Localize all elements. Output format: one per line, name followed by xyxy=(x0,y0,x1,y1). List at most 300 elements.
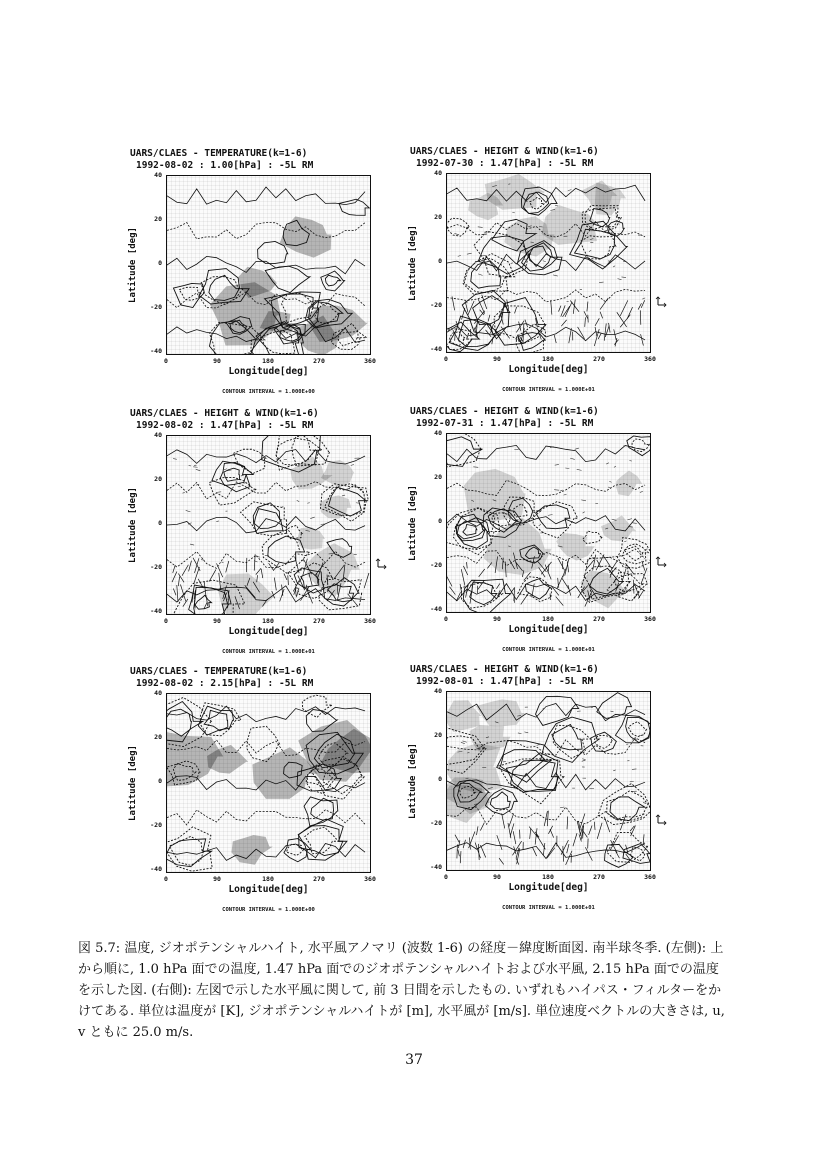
contour-line xyxy=(511,760,559,792)
y-tick-label: -20 xyxy=(150,303,162,311)
wind-vector xyxy=(555,205,558,206)
wind-vector xyxy=(543,261,546,262)
wind-vector xyxy=(204,581,206,596)
wind-vector xyxy=(620,300,628,316)
wind-vector xyxy=(584,311,588,319)
x-tick-label: 270 xyxy=(313,357,325,365)
wind-vector xyxy=(480,823,484,831)
x-axis-label: Longitude[deg] xyxy=(228,366,309,377)
contour-line xyxy=(224,468,240,481)
wind-vector xyxy=(556,597,564,606)
contour-line xyxy=(167,222,365,238)
x-tick-label: 180 xyxy=(262,617,274,625)
wind-vector xyxy=(616,851,620,858)
wind-vector xyxy=(581,500,586,501)
wind-vector xyxy=(492,337,493,344)
x-tick-label: 360 xyxy=(364,357,376,365)
wind-vector xyxy=(447,574,452,586)
y-tick-label: 20 xyxy=(434,213,442,221)
wind-vector xyxy=(475,843,480,859)
shaded-region xyxy=(476,699,525,726)
wind-vector xyxy=(567,817,568,830)
contour-line xyxy=(311,798,334,820)
unit-vector-icon xyxy=(655,296,667,310)
wind-vector xyxy=(455,835,459,843)
wind-vector xyxy=(577,469,582,470)
wind-vector xyxy=(288,575,289,585)
contour-interval-note: CONTOUR INTERVAL = 1.000E+01 xyxy=(222,649,315,655)
x-tick-label: 90 xyxy=(213,875,221,883)
wind-vector xyxy=(533,847,537,856)
contour-plot xyxy=(166,175,371,355)
contour-line xyxy=(598,784,650,825)
panel-title xyxy=(410,664,660,688)
wind-vector xyxy=(553,275,558,276)
contour-interval-note: CONTOUR INTERVAL = 1.000E+01 xyxy=(502,905,595,911)
wind-vector xyxy=(554,335,556,343)
contour-line xyxy=(607,832,648,862)
x-tick-label: 360 xyxy=(644,355,656,363)
wind-vector xyxy=(209,570,216,582)
y-tick-label: 0 xyxy=(438,517,442,525)
shaded-region xyxy=(469,725,510,751)
wind-vector xyxy=(460,851,461,863)
wind-vector xyxy=(613,770,615,771)
wind-vector xyxy=(512,212,514,213)
y-tick-label: -20 xyxy=(430,301,442,309)
wind-vector xyxy=(550,829,554,838)
contour-interval-note: CONTOUR INTERVAL = 1.000E+00 xyxy=(222,907,315,913)
wind-vector xyxy=(518,733,522,734)
panel-title xyxy=(410,146,660,170)
x-tick-label: 90 xyxy=(213,617,221,625)
wind-vector xyxy=(544,811,547,826)
wind-vector xyxy=(585,847,592,860)
x-tick-label: 180 xyxy=(262,875,274,883)
wind-vector xyxy=(209,481,213,482)
contour-line xyxy=(632,439,650,452)
wind-vector xyxy=(310,517,314,518)
contour-field xyxy=(447,174,650,352)
y-tick-label: 20 xyxy=(154,215,162,223)
y-tick-label: 40 xyxy=(434,687,442,695)
contour-line xyxy=(470,582,497,605)
contour-line xyxy=(506,753,558,792)
y-tick-label: 20 xyxy=(434,731,442,739)
x-tick-label: 270 xyxy=(593,615,605,623)
x-axis-label: Longitude[deg] xyxy=(508,624,589,635)
wind-vector xyxy=(629,461,631,462)
panel-title xyxy=(130,666,380,690)
contour-line xyxy=(169,836,203,865)
wind-vector xyxy=(613,266,615,267)
wind-vector xyxy=(628,519,632,520)
unit-vector-icon xyxy=(375,558,387,572)
y-tick-label: -20 xyxy=(430,561,442,569)
contour-interval-note: CONTOUR INTERVAL = 1.000E+00 xyxy=(222,389,315,395)
wind-vector xyxy=(513,831,516,844)
wind-vector xyxy=(497,835,502,850)
contour-plot xyxy=(446,691,651,871)
wind-vector xyxy=(560,807,564,808)
y-tick-label: 40 xyxy=(154,171,162,179)
contour-line xyxy=(518,333,545,351)
wind-vector xyxy=(565,302,572,317)
y-tick-label: 0 xyxy=(158,777,162,785)
contour-plot xyxy=(446,173,651,353)
wind-vector xyxy=(172,571,177,582)
wind-vector xyxy=(587,302,588,312)
wind-vector xyxy=(216,521,219,522)
wind-vector xyxy=(525,320,528,328)
wind-vector xyxy=(561,840,568,855)
x-tick-label: 0 xyxy=(164,875,168,883)
panel-title-line1: UARS/CLAES - HEIGHT & WIND(k=1-6) xyxy=(130,408,319,419)
panel-right-2 xyxy=(410,406,660,668)
contour-line xyxy=(447,843,645,859)
shaded-region xyxy=(601,515,636,541)
wind-vector xyxy=(496,584,499,589)
wind-vector xyxy=(190,544,194,545)
wind-vector xyxy=(456,592,460,601)
shaded-region xyxy=(616,470,642,496)
contour-line xyxy=(339,199,369,215)
wind-vector xyxy=(583,512,585,513)
wind-vector xyxy=(477,826,478,835)
wind-vector xyxy=(621,277,626,278)
contour-interval-note: CONTOUR INTERVAL = 1.000E+01 xyxy=(502,647,595,653)
wind-vector xyxy=(530,828,531,839)
wind-vector xyxy=(567,844,569,853)
contour-line xyxy=(536,505,570,529)
contour-line xyxy=(628,722,646,737)
panel-title-line1: UARS/CLAES - TEMPERATURE(k=1-6) xyxy=(130,148,308,159)
wind-vector xyxy=(261,569,263,578)
y-axis-label: Latitude [deg] xyxy=(408,743,418,819)
wind-vector xyxy=(342,495,345,496)
wind-vector xyxy=(297,500,299,501)
y-tick-label: 20 xyxy=(154,733,162,741)
contour-line xyxy=(302,695,332,717)
wind-vector xyxy=(173,588,176,595)
wind-vector xyxy=(563,846,564,862)
wind-vector xyxy=(643,802,646,803)
y-tick-label: 40 xyxy=(434,429,442,437)
x-axis-label: Longitude[deg] xyxy=(228,626,309,637)
x-tick-label: 180 xyxy=(542,873,554,881)
x-tick-label: 360 xyxy=(644,615,656,623)
contour-line xyxy=(447,254,645,271)
page-number: 37 xyxy=(405,1052,423,1068)
y-tick-label: -40 xyxy=(430,605,442,613)
wind-vector xyxy=(525,331,531,339)
y-axis-label: Latitude [deg] xyxy=(128,487,138,563)
wind-vector xyxy=(467,253,472,254)
wind-vector xyxy=(548,514,553,515)
wind-vector xyxy=(625,563,634,574)
wind-vector xyxy=(640,491,643,492)
wind-vector xyxy=(217,563,223,577)
wind-vector xyxy=(516,321,524,333)
x-axis-label: Longitude[deg] xyxy=(508,882,589,893)
wind-vector xyxy=(479,569,485,577)
wind-vector xyxy=(351,464,354,465)
wind-vector xyxy=(480,845,485,857)
wind-vector xyxy=(604,323,606,340)
x-tick-label: 360 xyxy=(364,617,376,625)
contour-line xyxy=(167,827,212,871)
wind-vector xyxy=(570,458,575,459)
y-tick-label: -40 xyxy=(430,863,442,871)
contour-line xyxy=(179,287,201,300)
wind-vector xyxy=(596,554,604,570)
wind-vector xyxy=(461,569,465,585)
panel-left-2 xyxy=(130,408,380,670)
shaded-region xyxy=(231,835,272,865)
contour-line xyxy=(286,844,303,855)
wind-vector xyxy=(551,300,552,314)
wind-vector xyxy=(547,848,555,858)
contour-line xyxy=(627,436,650,456)
unit-vector-icon xyxy=(655,556,667,570)
contour-line xyxy=(525,579,551,599)
contour-plot xyxy=(446,433,651,613)
x-tick-label: 360 xyxy=(644,873,656,881)
wind-vector xyxy=(610,711,613,712)
contour-field xyxy=(447,692,650,870)
wind-vector xyxy=(269,563,274,571)
wind-vector xyxy=(511,263,513,264)
wind-vector xyxy=(454,233,459,234)
wind-vector xyxy=(633,580,634,594)
wind-vector xyxy=(193,558,200,571)
wind-vector xyxy=(478,580,484,589)
wind-vector xyxy=(604,557,611,569)
contour-line xyxy=(447,289,645,301)
contour-plot xyxy=(166,693,371,873)
wind-vector xyxy=(561,320,566,326)
wind-vector xyxy=(597,823,602,839)
wind-vector xyxy=(173,565,175,573)
wind-vector xyxy=(555,464,559,465)
contour-line xyxy=(630,847,645,861)
shaded-region xyxy=(447,700,481,732)
contour-line xyxy=(254,509,281,529)
y-tick-label: 20 xyxy=(154,475,162,483)
wind-vector xyxy=(173,459,177,460)
panel-right-1 xyxy=(410,146,660,408)
wind-vector xyxy=(569,328,572,343)
wind-vector xyxy=(600,312,603,319)
wind-vector xyxy=(536,834,545,849)
wind-vector xyxy=(642,298,645,299)
wind-vector xyxy=(638,303,641,309)
x-tick-label: 360 xyxy=(364,875,376,883)
x-tick-label: 0 xyxy=(444,873,448,881)
contour-field xyxy=(167,176,370,354)
wind-vector xyxy=(331,488,333,489)
wind-vector xyxy=(598,333,601,339)
contour-line xyxy=(553,725,590,758)
y-axis-label: Latitude [deg] xyxy=(408,485,418,561)
x-axis-label: Longitude[deg] xyxy=(228,884,309,895)
contour-line xyxy=(463,524,477,535)
wind-vector xyxy=(482,295,487,309)
shaded-region xyxy=(541,205,597,245)
wind-vector xyxy=(641,300,645,308)
y-tick-label: -20 xyxy=(430,819,442,827)
wind-vector xyxy=(196,469,201,470)
x-tick-label: 90 xyxy=(493,615,501,623)
wind-vector xyxy=(510,823,514,836)
wind-vector xyxy=(453,330,460,342)
panel-title-line1: UARS/CLAES - HEIGHT & WIND(k=1-6) xyxy=(410,146,599,157)
x-tick-label: 180 xyxy=(542,355,554,363)
wind-vector xyxy=(461,742,465,743)
contour-line xyxy=(195,595,212,609)
y-tick-label: 40 xyxy=(154,689,162,697)
wind-vector xyxy=(284,574,287,580)
wind-vector xyxy=(515,307,517,314)
wind-vector xyxy=(189,561,192,572)
y-tick-label: 0 xyxy=(158,259,162,267)
wind-vector xyxy=(617,312,627,327)
y-axis-label: Latitude [deg] xyxy=(408,225,418,301)
x-tick-label: 0 xyxy=(444,355,448,363)
wind-vector xyxy=(256,568,261,574)
wind-vector xyxy=(467,562,468,568)
wind-vector xyxy=(609,323,610,333)
wind-vector xyxy=(537,744,541,745)
x-tick-label: 90 xyxy=(213,357,221,365)
figure-caption: 図 5.7: 温度, ジオポテンシャルハイト, 水平風アノマリ (波数 1-6) の経度－緯度断面図. 南半球冬季. (左側): 上から順に, 1.0 hPa 面での温度, 1.47 hPa 面でのジオポテンシャルハイトおよび水平風, 2.15 hPa 面での温度を示した図. (右側): 左図で示した水平風に関して, 前 3 日間を示したもの. いずれもハイパス・フィルターをかけてある. 単位は温度が [K], ジオポテンシャルハイトが [m], 水平風が [m/s]. 単位速度ベクトルの大きさは, u, v ともに 25.0 m/s. xyxy=(78,941,725,1040)
panel-title xyxy=(410,406,660,430)
wind-vector xyxy=(600,298,608,309)
contour-line xyxy=(325,275,340,286)
y-tick-label: -40 xyxy=(150,865,162,873)
wind-vector xyxy=(609,481,611,482)
contour-line xyxy=(198,706,233,735)
wind-vector xyxy=(178,577,179,587)
panel-title-line1: UARS/CLAES - HEIGHT & WIND(k=1-6) xyxy=(410,664,599,675)
wind-vector xyxy=(221,562,223,563)
wind-vector xyxy=(280,589,284,601)
wind-vector xyxy=(189,465,191,466)
wind-vector xyxy=(611,840,618,853)
panel-title-line2: 1992-08-02 : 1.00[hPa] : -5L RM xyxy=(136,160,314,171)
wind-vector xyxy=(543,843,544,855)
wind-vector xyxy=(595,318,599,326)
wind-vector xyxy=(296,588,298,597)
wind-vector xyxy=(274,563,279,570)
wind-vector xyxy=(633,523,637,524)
wind-vector xyxy=(462,741,466,742)
wind-vector xyxy=(618,279,622,280)
wind-vector xyxy=(460,584,462,595)
wind-vector xyxy=(543,708,545,709)
x-tick-label: 90 xyxy=(493,873,501,881)
y-axis-label: Latitude [deg] xyxy=(128,227,138,303)
wind-vector xyxy=(478,227,483,228)
contour-field xyxy=(447,434,650,612)
wind-vector xyxy=(462,308,465,319)
wind-vector xyxy=(585,317,586,326)
wind-vector xyxy=(560,490,563,491)
wind-vector xyxy=(582,760,586,761)
wind-vector xyxy=(643,834,644,843)
y-axis-label: Latitude [deg] xyxy=(128,745,138,821)
x-tick-label: 270 xyxy=(313,875,325,883)
x-tick-label: 90 xyxy=(493,355,501,363)
y-tick-label: 0 xyxy=(438,775,442,783)
panel-title xyxy=(130,408,380,432)
panel-title-line2: 1992-08-01 : 1.47[hPa] : -5L RM xyxy=(416,676,594,687)
wind-vector xyxy=(575,448,579,449)
panel-title-line1: UARS/CLAES - HEIGHT & WIND(k=1-6) xyxy=(410,406,599,417)
contour-line xyxy=(552,724,582,749)
wind-vector xyxy=(610,817,615,818)
wind-vector xyxy=(488,315,490,322)
wind-vector xyxy=(562,578,569,589)
y-tick-label: -40 xyxy=(150,607,162,615)
wind-vector xyxy=(224,469,227,470)
x-tick-label: 180 xyxy=(262,357,274,365)
x-axis-label: Longitude[deg] xyxy=(508,364,589,375)
wind-vector xyxy=(604,817,609,832)
wind-vector xyxy=(502,813,505,828)
wind-vector xyxy=(547,811,548,826)
wind-vector xyxy=(589,250,591,251)
y-tick-label: 0 xyxy=(158,519,162,527)
x-tick-label: 0 xyxy=(164,357,168,365)
wind-vector xyxy=(186,510,191,511)
y-tick-label: -40 xyxy=(150,347,162,355)
contour-interval-note: CONTOUR INTERVAL = 1.000E+01 xyxy=(502,387,595,393)
wind-vector xyxy=(524,732,528,733)
wind-vector xyxy=(274,578,276,591)
wind-vector xyxy=(579,834,581,841)
wind-vector xyxy=(295,587,296,596)
contour-line xyxy=(607,791,650,821)
wind-vector xyxy=(641,334,644,345)
x-tick-label: 0 xyxy=(444,615,448,623)
x-tick-label: 270 xyxy=(313,617,325,625)
wind-vector xyxy=(627,307,632,319)
wind-vector xyxy=(594,822,595,830)
wind-vector xyxy=(614,466,616,467)
contour-line xyxy=(212,461,253,492)
panel-title-line2: 1992-08-02 : 1.47[hPa] : -5L RM xyxy=(136,420,314,431)
y-tick-label: -40 xyxy=(430,345,442,353)
wind-vector xyxy=(559,306,561,312)
contour-plot xyxy=(166,435,371,615)
contour-line xyxy=(167,187,365,205)
panel-title xyxy=(130,148,380,172)
wind-vector xyxy=(449,587,455,595)
x-tick-label: 270 xyxy=(593,355,605,363)
panel-left-3 xyxy=(130,666,380,928)
wind-vector xyxy=(606,463,609,464)
contour-line xyxy=(167,516,365,532)
shaded-region xyxy=(595,183,626,216)
wind-vector xyxy=(589,826,592,835)
x-tick-label: 180 xyxy=(542,615,554,623)
wind-vector xyxy=(509,813,514,826)
wind-vector xyxy=(539,524,541,525)
contour-line xyxy=(204,710,228,730)
wind-vector xyxy=(624,541,626,542)
unit-vector-icon xyxy=(655,814,667,828)
